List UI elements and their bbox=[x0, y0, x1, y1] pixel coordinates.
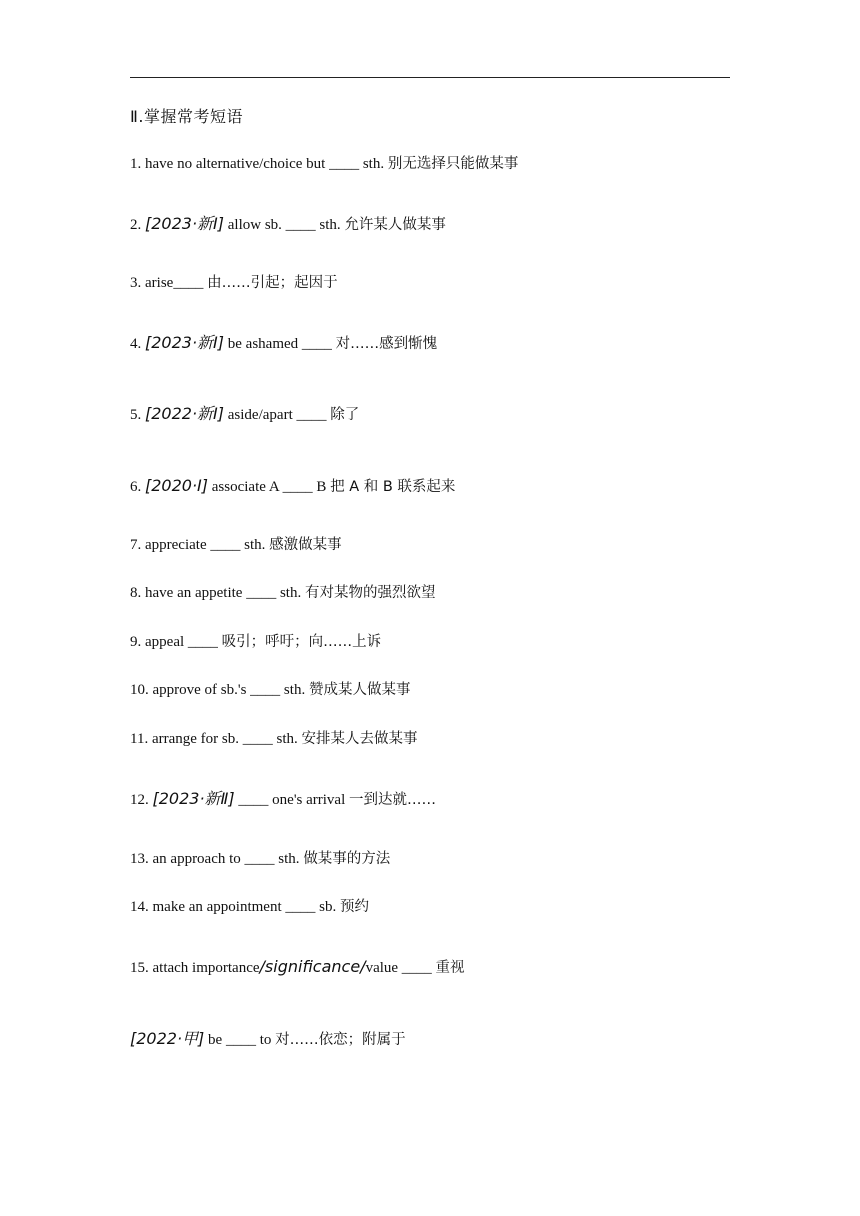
item-number: 8. bbox=[130, 585, 142, 601]
item-number: 5. bbox=[130, 407, 142, 423]
list-item bbox=[130, 535, 342, 555]
item-english: arrange for sb. ____ sth. bbox=[151, 731, 298, 747]
item-chinese: 重视 bbox=[435, 960, 465, 976]
item-number: 13. bbox=[130, 851, 149, 867]
item-english: appreciate ____ sth. bbox=[145, 537, 266, 553]
exam-tag: [2023·新Ⅰ] bbox=[145, 333, 225, 352]
item-chinese: 除了 bbox=[330, 407, 360, 423]
item-english: have no alternative/choice but ____ sth. bbox=[145, 156, 385, 172]
exam-tag: [2020·Ⅰ] bbox=[145, 476, 209, 495]
item-number: 9. bbox=[130, 634, 142, 650]
item-chinese: 安排某人去做某事 bbox=[301, 731, 418, 747]
item-chinese: 感激做某事 bbox=[269, 537, 342, 553]
item-chinese: 把 A 和 B 联系起来 bbox=[330, 479, 456, 495]
list-item bbox=[130, 680, 410, 700]
item-chinese: 别无选择只能做某事 bbox=[387, 156, 519, 172]
list-item bbox=[130, 476, 455, 497]
item-english: an approach to ____ sth. bbox=[152, 851, 300, 867]
exam-tag: [2022·新Ⅰ] bbox=[145, 404, 225, 423]
list-item bbox=[130, 273, 338, 293]
item-chinese: 赞成某人做某事 bbox=[308, 682, 411, 698]
item-english: allow sb. ____ sth. bbox=[227, 217, 341, 233]
list-item bbox=[130, 789, 436, 810]
exam-tag: [2023·新Ⅱ] bbox=[152, 789, 235, 808]
item-chinese: 由……引起；起因于 bbox=[207, 275, 338, 291]
item-english: associate A ____ B bbox=[211, 479, 327, 495]
list-item bbox=[130, 404, 359, 425]
item-chinese: 预约 bbox=[339, 899, 369, 915]
item-chinese: 吸引；呼吁；向……上诉 bbox=[221, 634, 382, 650]
list-item bbox=[130, 214, 446, 235]
item-english: appeal ____ bbox=[145, 634, 218, 650]
item-english: approve of sb.'s ____ sth. bbox=[152, 682, 306, 698]
list-item bbox=[130, 957, 465, 978]
item-english: be ashamed ____ bbox=[227, 336, 332, 352]
list-item bbox=[130, 333, 437, 354]
item-chinese: 一到达就…… bbox=[349, 792, 437, 808]
section-heading: Ⅱ.掌握常考短语 bbox=[130, 107, 243, 126]
item-chinese: 对……感到惭愧 bbox=[335, 336, 438, 352]
item-english: attach importance bbox=[152, 960, 260, 976]
list-item bbox=[130, 1029, 406, 1050]
list-item bbox=[130, 154, 518, 174]
item-english: ____ one's arrival bbox=[238, 792, 346, 808]
item-number: 6. bbox=[130, 479, 142, 495]
item-chinese: 允许某人做某事 bbox=[344, 217, 446, 233]
item-chinese: 做某事的方法 bbox=[303, 851, 391, 867]
item-english: be ____ to bbox=[208, 1032, 272, 1048]
item-chinese: 有对某物的强烈欲望 bbox=[304, 585, 436, 601]
item-number: 15. bbox=[130, 960, 149, 976]
header-rule bbox=[130, 77, 730, 78]
item-number: 2. bbox=[130, 217, 142, 233]
item-number: 4. bbox=[130, 336, 142, 352]
item-number: 11. bbox=[130, 731, 149, 747]
list-item bbox=[130, 897, 369, 917]
exam-tag: [2023·新Ⅰ] bbox=[145, 214, 225, 233]
item-number: 1. bbox=[130, 156, 142, 172]
list-item bbox=[130, 632, 381, 652]
list-item bbox=[130, 849, 390, 869]
item-chinese: 对……依恋；附属于 bbox=[275, 1032, 406, 1048]
item-number: 7. bbox=[130, 537, 142, 553]
item-english-script: /significance/ bbox=[259, 957, 366, 976]
item-number: 12. bbox=[130, 792, 149, 808]
item-number: 10. bbox=[130, 682, 149, 698]
list-item bbox=[130, 729, 418, 749]
list-item bbox=[130, 583, 435, 603]
item-english: aside/apart ____ bbox=[227, 407, 327, 423]
item-english-tail: value ____ bbox=[365, 960, 432, 976]
exam-tag: [2022·甲] bbox=[130, 1029, 205, 1048]
item-number: 14. bbox=[130, 899, 149, 915]
item-english: arise____ bbox=[145, 275, 204, 291]
item-english: have an appetite ____ sth. bbox=[145, 585, 302, 601]
item-number: 3. bbox=[130, 275, 142, 291]
item-english: make an appointment ____ sb. bbox=[152, 899, 337, 915]
